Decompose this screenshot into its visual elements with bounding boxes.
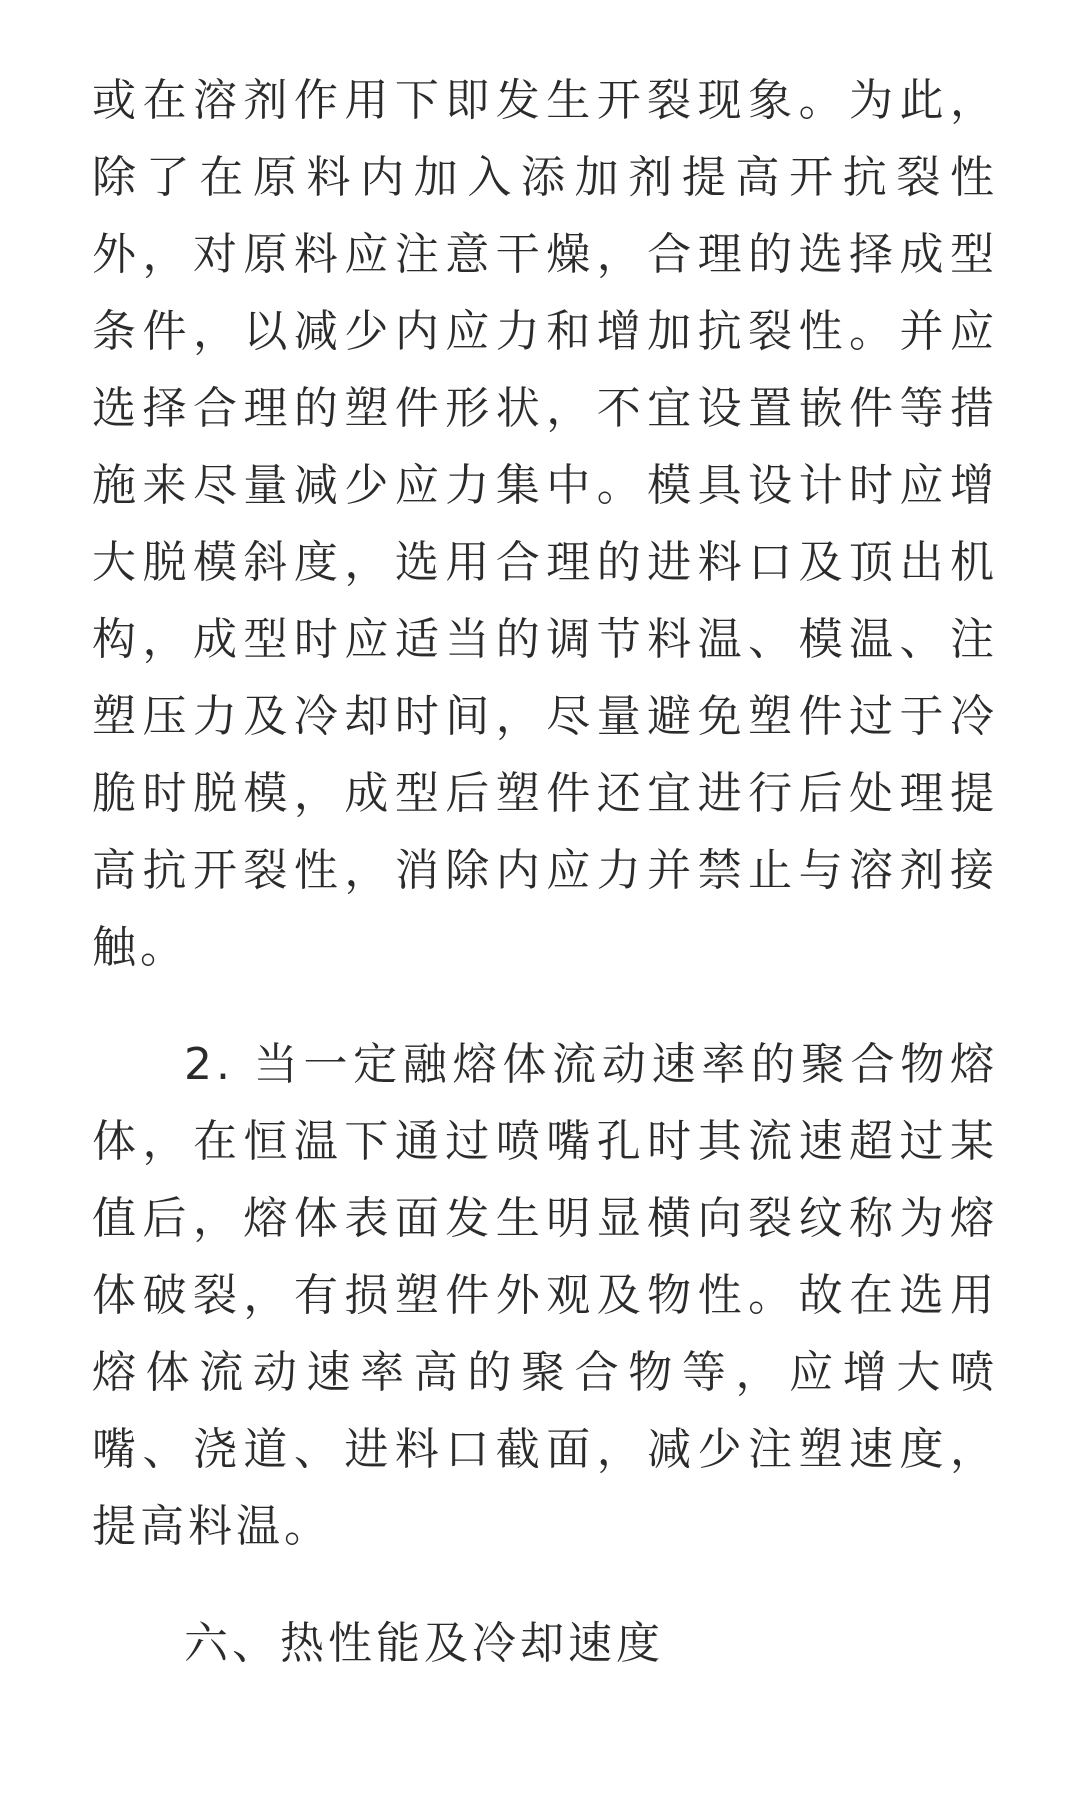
section-heading: 六、热性能及冷却速度 — [184, 1618, 664, 1669]
paragraph-melt-fracture: 2. 当一定融熔体流动速率的聚合物熔体，在恒温下通过喷嘴孔时其流速超过某值后，熔体表面发生明显横向裂纹称为熔体破裂，有损塑件外观及物性。故在选用熔体流动速率高的聚合物等，应增大喷嘴、浇道、进料口截面，减少注塑速度，提高料温。 — [92, 1039, 998, 1552]
paragraph-cracking-measures: 或在溶剂作用下即发生开裂现象。为此，除了在原料内加入添加剂提高开抗裂性外，对原料应注意干燥，合理的选择成型条件，以减少内应力和增加抗裂性。并应选择合理的塑件形状，不宜设置嵌件等措施来尽量减少应力集中。模具设计时应增大脱模斜度，选用合理的进料口及顶出机构，成型时应适当的调节料温、模温、注塑压力及冷却时间，尽量避免塑件过于冷脆时脱模，成型后塑件还宜进行后处理提高抗开裂性，消除内应力并禁止与溶剂接触。 — [92, 75, 998, 973]
article-body — [92, 62, 998, 1682]
